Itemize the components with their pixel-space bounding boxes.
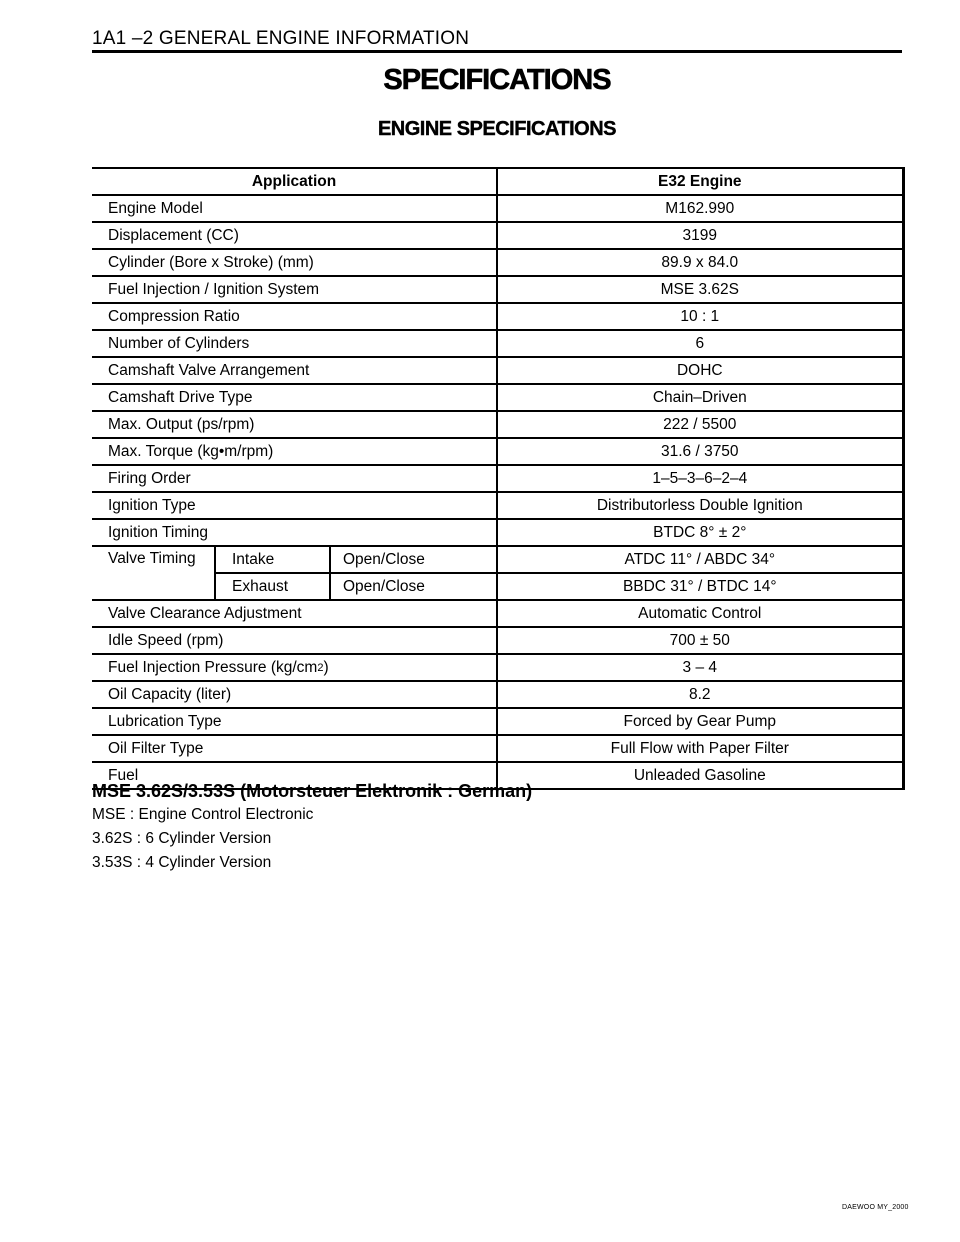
row-label: Valve Clearance Adjustment — [92, 600, 497, 627]
exhaust-value: BBDC 31° / BTDC 14° — [497, 573, 903, 600]
mse-note-line: 3.62S : 6 Cylinder Version — [92, 830, 272, 847]
row-label: Engine Model — [92, 195, 497, 222]
row-value: BTDC 8° ± 2° — [497, 519, 903, 546]
row-value: 31.6 / 3750 — [497, 438, 903, 465]
table-row — [92, 465, 903, 492]
exhaust-state: Open/Close — [330, 573, 497, 600]
row-label: Ignition Timing — [92, 519, 497, 546]
table-row — [92, 357, 903, 384]
row-value: 6 — [497, 330, 903, 357]
row-label: Oil Filter Type — [92, 735, 497, 762]
row-label: Ignition Type — [92, 492, 497, 519]
fuel-pressure-label-close: ) — [323, 658, 329, 676]
row-label: Cylinder (Bore x Stroke) (mm) — [92, 249, 497, 276]
row-value: 222 / 5500 — [497, 411, 903, 438]
column-header-application: Application — [92, 168, 497, 195]
fuel-pressure-unit-exponent: 2 — [317, 661, 324, 674]
table-row — [92, 438, 903, 465]
row-label: Displacement (CC) — [92, 222, 497, 249]
page-header: 1A1 –2 GENERAL ENGINE INFORMATION — [92, 28, 470, 49]
row-value: 10 : 1 — [497, 303, 903, 330]
row-label: Compression Ratio — [92, 303, 497, 330]
table-row — [92, 384, 903, 411]
engine-specs-table — [92, 167, 905, 790]
table-row — [92, 708, 903, 735]
row-label: Max. Output (ps/rpm) — [92, 411, 497, 438]
table-row — [92, 492, 903, 519]
table-row — [92, 303, 903, 330]
table-row — [92, 600, 903, 627]
row-label: Number of Cylinders — [92, 330, 497, 357]
row-value: Chain–Driven — [497, 384, 903, 411]
row-value: Automatic Control — [497, 600, 903, 627]
valve-timing-intake-row — [92, 546, 903, 573]
intake-state: Open/Close — [330, 546, 497, 573]
table-row — [92, 195, 903, 222]
row-value: 3199 — [497, 222, 903, 249]
footer-tag: DAEWOO MY_2000 — [842, 1204, 909, 1211]
row-value: M162.990 — [497, 195, 903, 222]
row-label: Lubrication Type — [92, 708, 497, 735]
row-label: Camshaft Valve Arrangement — [92, 357, 497, 384]
row-value: 8.2 — [497, 681, 903, 708]
header-rule — [92, 50, 902, 53]
mse-note-heading: MSE 3.62S/3.53S (Motorsteuer Elektronik : German) — [92, 781, 533, 801]
table-row — [92, 735, 903, 762]
table-row — [92, 519, 903, 546]
row-value: Forced by Gear Pump — [497, 708, 903, 735]
intake-label: Intake — [215, 546, 330, 573]
fuel-pressure-row — [92, 654, 903, 681]
fuel-pressure-label — [92, 654, 497, 681]
table-row — [92, 681, 903, 708]
column-header-engine: E32 Engine — [497, 168, 903, 195]
table-row — [92, 627, 903, 654]
table-row — [92, 222, 903, 249]
row-label: Oil Capacity (liter) — [92, 681, 497, 708]
fuel-pressure-value: 3 – 4 — [497, 654, 903, 681]
row-value: Distributorless Double Ignition — [497, 492, 903, 519]
table-header-row — [92, 168, 903, 195]
row-label: Idle Speed (rpm) — [92, 627, 497, 654]
row-value: 700 ± 50 — [497, 627, 903, 654]
section-title: ENGINE SPECIFICATIONS — [377, 118, 617, 140]
row-label: Max. Torque (kg•m/rpm) — [92, 438, 497, 465]
row-label: Firing Order — [92, 465, 497, 492]
table-row — [92, 330, 903, 357]
table-row — [92, 276, 903, 303]
row-label: Fuel — [108, 766, 139, 784]
intake-value: ATDC 11° / ABDC 34° — [497, 546, 903, 573]
exhaust-label: Exhaust — [215, 573, 330, 600]
valve-timing-label: Valve Timing — [92, 546, 215, 600]
row-label: Camshaft Drive Type — [92, 384, 497, 411]
row-value: Unleaded Gasoline — [497, 762, 903, 789]
table-row — [92, 411, 903, 438]
page-title: SPECIFICATIONS — [383, 64, 611, 96]
row-value: MSE 3.62S — [497, 276, 903, 303]
fuel-pressure-label-text: Fuel Injection Pressure (kg/cm — [108, 658, 318, 676]
row-label: Fuel Injection / Ignition System — [92, 276, 497, 303]
row-value: DOHC — [497, 357, 903, 384]
mse-note-line: MSE : Engine Control Electronic — [92, 806, 314, 823]
mse-note-line: 3.53S : 4 Cylinder Version — [92, 854, 272, 871]
table-row — [92, 249, 903, 276]
row-value: 1–5–3–6–2–4 — [497, 465, 903, 492]
row-value: Full Flow with Paper Filter — [497, 735, 903, 762]
row-value: 89.9 x 84.0 — [497, 249, 903, 276]
